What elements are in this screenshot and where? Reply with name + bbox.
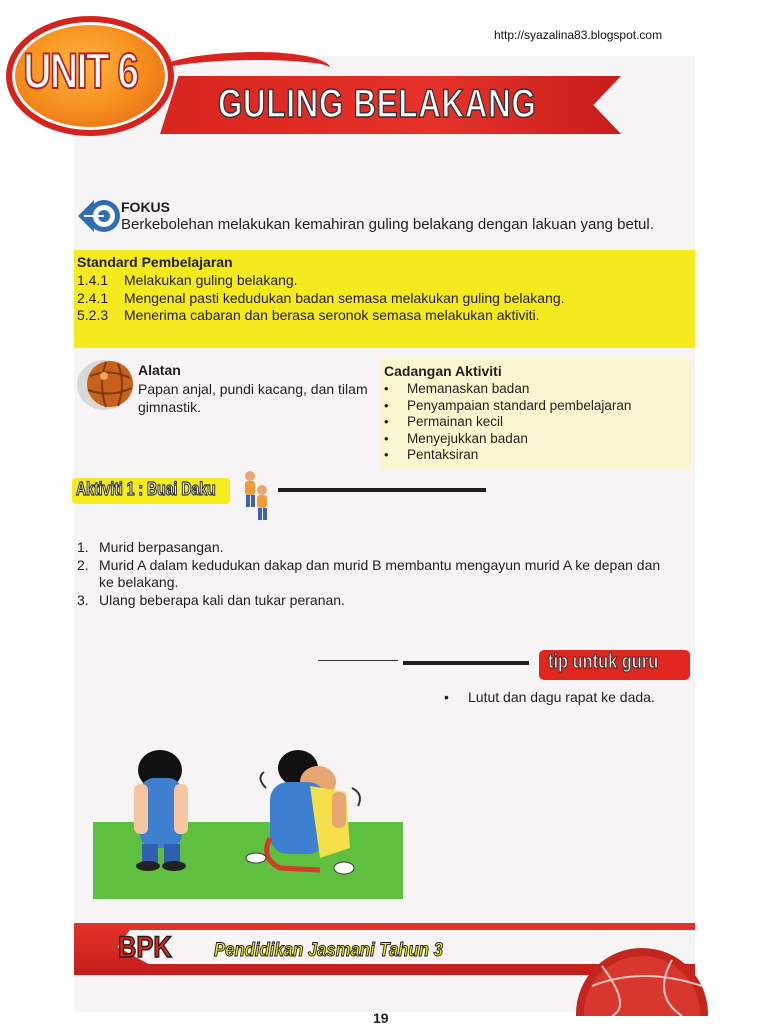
tip-divider-thin bbox=[318, 660, 398, 661]
section-divider bbox=[278, 488, 486, 492]
standard-item-text: Mengenal pasti kedudukan badan semasa melakukan guling belakang. bbox=[124, 290, 565, 306]
fokus-text: Berkebolehan melakukan kemahiran guling belakang dengan lakuan yang betul. bbox=[121, 216, 654, 233]
steps-list bbox=[77, 539, 677, 609]
list-item: • Permainan kecil bbox=[384, 414, 631, 431]
standard-item-text: Melakukan guling belakang. bbox=[124, 272, 298, 288]
tip-text: Lutut dan dagu rapat ke dada. bbox=[468, 689, 655, 705]
list-item: • Penyampaian standard pembelajaran bbox=[384, 398, 631, 415]
step-number: 3. bbox=[77, 591, 89, 608]
step-text: Murid A dalam kedudukan dakap dan murid B membantu mengayun murid A ke depan dan ke belakang. bbox=[99, 556, 661, 590]
list-item: • Pentaksiran bbox=[384, 447, 631, 464]
standard-item bbox=[77, 272, 298, 288]
tip-divider-thick bbox=[403, 661, 529, 665]
tip-item bbox=[444, 689, 655, 705]
step-text: Ulang beberapa kali dan tukar peranan. bbox=[99, 591, 345, 608]
source-url: http://syazalina83.blogspot.com bbox=[494, 28, 663, 42]
list-item bbox=[77, 557, 677, 592]
fokus-label: FOKUS bbox=[121, 199, 170, 215]
step-text: Murid berpasangan. bbox=[99, 539, 224, 555]
step-number: 1. bbox=[77, 539, 89, 555]
standard-item-number: 5.2.3 bbox=[77, 307, 109, 323]
list-item bbox=[77, 592, 677, 610]
list-item: • Menyejukkan badan bbox=[384, 431, 631, 448]
alatan-text: Papan anjal, pundi kacang, dan tilam gimnastik. bbox=[138, 381, 368, 415]
aktiviti-title: Aktiviti 1 : Buai Daku bbox=[76, 479, 216, 499]
bullet-icon: • bbox=[444, 689, 449, 705]
step-number: 2. bbox=[77, 556, 89, 573]
alatan-title: Alatan bbox=[138, 362, 181, 378]
list-item bbox=[77, 539, 677, 557]
cadangan-list bbox=[384, 381, 631, 464]
children-figure-icon bbox=[236, 468, 276, 524]
list-item: • Memanaskan badan bbox=[384, 381, 631, 398]
target-icon bbox=[76, 194, 122, 238]
standard-item bbox=[77, 307, 540, 323]
standard-item-number: 1.4.1 bbox=[77, 272, 109, 288]
basketball-icon bbox=[562, 946, 712, 1016]
standard-title: Standard Pembelajaran bbox=[77, 254, 233, 270]
children-illustration bbox=[120, 748, 380, 888]
standard-item-text: Menerima cabaran dan berasa seronok semasa melakukan aktiviti. bbox=[124, 307, 540, 323]
page-number: 19 bbox=[373, 1010, 389, 1024]
standard-item-number: 2.4.1 bbox=[77, 290, 109, 306]
ball-icon bbox=[76, 358, 136, 410]
footer-title: Pendidikan Jasmani Tahun 3 bbox=[214, 940, 443, 961]
page-title: GULING BELAKANG bbox=[218, 82, 537, 126]
tip-title: tip untuk guru bbox=[548, 651, 659, 673]
cadangan-title: Cadangan Aktiviti bbox=[384, 363, 502, 379]
standard-item bbox=[77, 290, 565, 306]
unit-number: UNIT 6 bbox=[23, 43, 138, 99]
footer-logo: BPK bbox=[118, 931, 172, 964]
